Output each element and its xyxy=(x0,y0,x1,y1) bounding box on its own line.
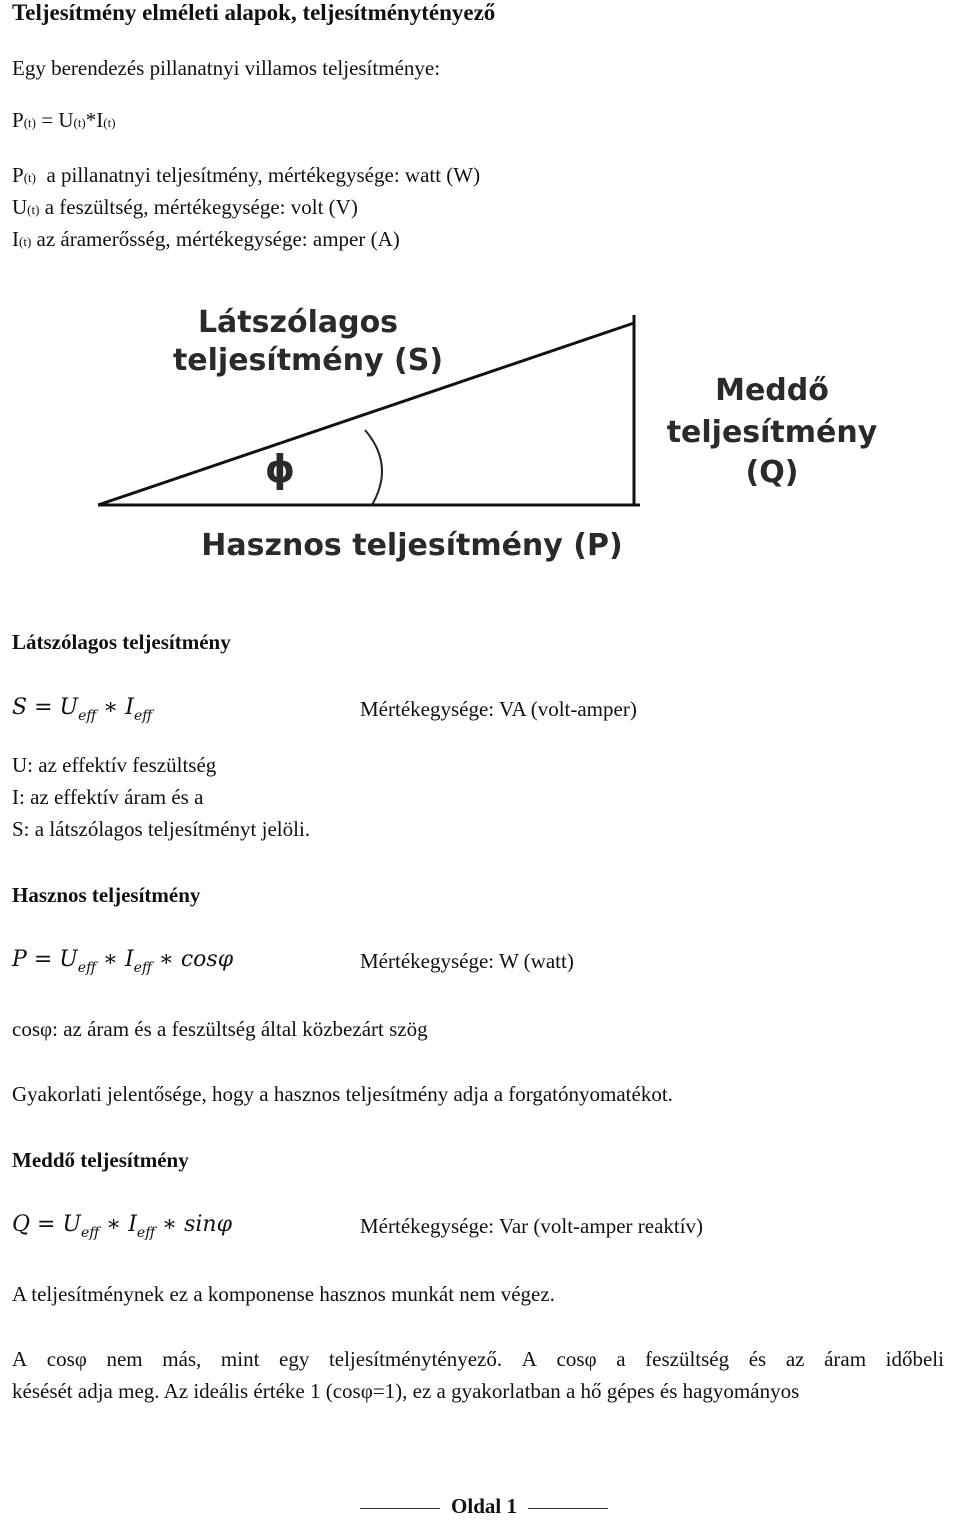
apparent-unit: Mértékegysége: VA (volt-amper) xyxy=(360,697,637,721)
math-lhs: Q xyxy=(12,1212,31,1237)
intro-text: Egy berendezés pillanatnyi villamos teljesítménye: xyxy=(12,56,441,80)
math-u: U xyxy=(62,1212,82,1237)
math-sub: eff xyxy=(136,1225,156,1241)
definition-line xyxy=(12,163,480,188)
formula-sub: (t) xyxy=(23,115,36,130)
word: teljesítménytényező. xyxy=(328,1347,503,1371)
math-mul: ∗ xyxy=(106,1212,122,1237)
formula-sub: (t) xyxy=(73,115,86,130)
reactive-label-line2: teljesítmény xyxy=(666,415,878,450)
apparent-note: U: az effektív feszültség xyxy=(12,753,217,777)
formula-sub: (t) xyxy=(103,115,116,130)
def-text: az áramerősség, mértékegysége: amper (A) xyxy=(31,227,400,251)
math-mul: ∗ xyxy=(158,947,174,972)
math-mul: ∗ xyxy=(162,1212,178,1237)
apparent-note: I: az effektív áram és a xyxy=(12,785,204,809)
page-number: Oldal 1 xyxy=(451,1494,517,1518)
math-eq: = xyxy=(37,1212,56,1237)
def-sub: (t) xyxy=(23,170,36,185)
math-sub: eff xyxy=(78,708,97,724)
closing-paragraph-line2: késését adja meg. Az ideális értéke 1 (cosφ=1), ez a gyakorlatban a hő gépes és hagyományos xyxy=(12,1379,800,1403)
active-unit: Mértékegysége: W (watt) xyxy=(360,949,574,973)
math-eq: = xyxy=(34,695,53,720)
page-title: Teljesítmény elméleti alapok, teljesítménytényező xyxy=(12,0,496,25)
reactive-label-line3: (Q) xyxy=(745,455,799,490)
word: más, xyxy=(162,1347,202,1371)
def-sub: (t) xyxy=(19,234,32,249)
word: időbeli xyxy=(885,1347,944,1371)
power-triangle-diagram xyxy=(0,290,960,580)
math-sub: eff xyxy=(133,960,152,976)
reactive-heading: Meddő teljesítmény xyxy=(12,1148,189,1172)
apparent-label-line1: Látszólagos xyxy=(197,305,399,340)
active-note: cosφ: az áram és a feszültség által közbezárt szög xyxy=(12,1017,428,1041)
reactive-formula xyxy=(12,1212,232,1241)
word: cosφ xyxy=(46,1347,87,1371)
word: mint xyxy=(220,1347,260,1371)
formula-p: P xyxy=(12,108,24,132)
angle-arc xyxy=(365,430,382,505)
word: áram xyxy=(824,1347,867,1371)
definition-line xyxy=(12,195,358,220)
math-u: U xyxy=(59,947,78,972)
def-symbol: P xyxy=(12,163,24,187)
formula-mul: * xyxy=(85,108,97,132)
math-trig: sinφ xyxy=(184,1212,232,1237)
closing-paragraph-line1 xyxy=(12,1347,944,1372)
math-i: I xyxy=(128,1212,137,1237)
word: az xyxy=(785,1347,805,1371)
active-note: Gyakorlati jelentősége, hogy a hasznos teljesítmény adja a forgatónyomatékot. xyxy=(12,1082,673,1106)
reactive-unit: Mértékegysége: Var (volt-amper reaktív) xyxy=(360,1214,704,1238)
formula-u: U xyxy=(58,108,74,132)
math-mul: ∗ xyxy=(103,695,119,720)
apparent-formula xyxy=(12,695,152,724)
word: A xyxy=(521,1347,537,1371)
math-u: U xyxy=(59,695,79,720)
formula-eq: = xyxy=(35,108,59,132)
reactive-label-line1: Meddő xyxy=(715,373,829,408)
word: A xyxy=(12,1347,28,1371)
apparent-label-line2: teljesítmény (S) xyxy=(172,343,444,378)
math-lhs: P xyxy=(12,947,27,972)
math-sub: eff xyxy=(81,1225,100,1241)
apparent-note: S: a látszólagos teljesítményt jelöli. xyxy=(12,817,311,841)
math-i: I xyxy=(124,947,134,972)
phi-angle-label: ϕ xyxy=(264,447,296,491)
math-lhs: S xyxy=(12,695,28,720)
math-mul: ∗ xyxy=(103,947,118,972)
math-trig: cosφ xyxy=(180,947,234,972)
def-text: a feszültség, mértékegysége: volt (V) xyxy=(39,195,358,219)
footer-rule-left xyxy=(360,1508,440,1509)
reactive-note: A teljesítménynek ez a komponense hasznos munkát nem végez. xyxy=(12,1282,555,1306)
power-formula xyxy=(12,108,116,133)
active-heading: Hasznos teljesítmény xyxy=(12,883,201,907)
def-text: a pillanatnyi teljesítmény, mértékegysége: watt (W) xyxy=(35,163,481,187)
word: egy xyxy=(279,1347,310,1371)
def-symbol: I xyxy=(12,227,19,251)
apparent-heading: Látszólagos teljesítmény xyxy=(12,630,231,654)
footer-rule-right xyxy=(528,1508,608,1509)
def-sub: (t) xyxy=(27,202,40,217)
math-sub: eff xyxy=(77,960,97,976)
word: a xyxy=(616,1347,626,1371)
definition-line xyxy=(12,227,400,252)
word: feszültség xyxy=(645,1347,730,1371)
active-formula xyxy=(12,947,233,976)
def-symbol: U xyxy=(12,195,28,219)
formula-i: I xyxy=(96,108,104,132)
word: és xyxy=(748,1347,767,1371)
math-sub: eff xyxy=(133,708,153,724)
word: cosφ xyxy=(556,1347,597,1371)
active-label: Hasznos teljesítmény (P) xyxy=(201,528,623,563)
word: nem xyxy=(106,1347,143,1371)
math-i: I xyxy=(125,695,134,720)
math-eq: = xyxy=(33,947,53,972)
